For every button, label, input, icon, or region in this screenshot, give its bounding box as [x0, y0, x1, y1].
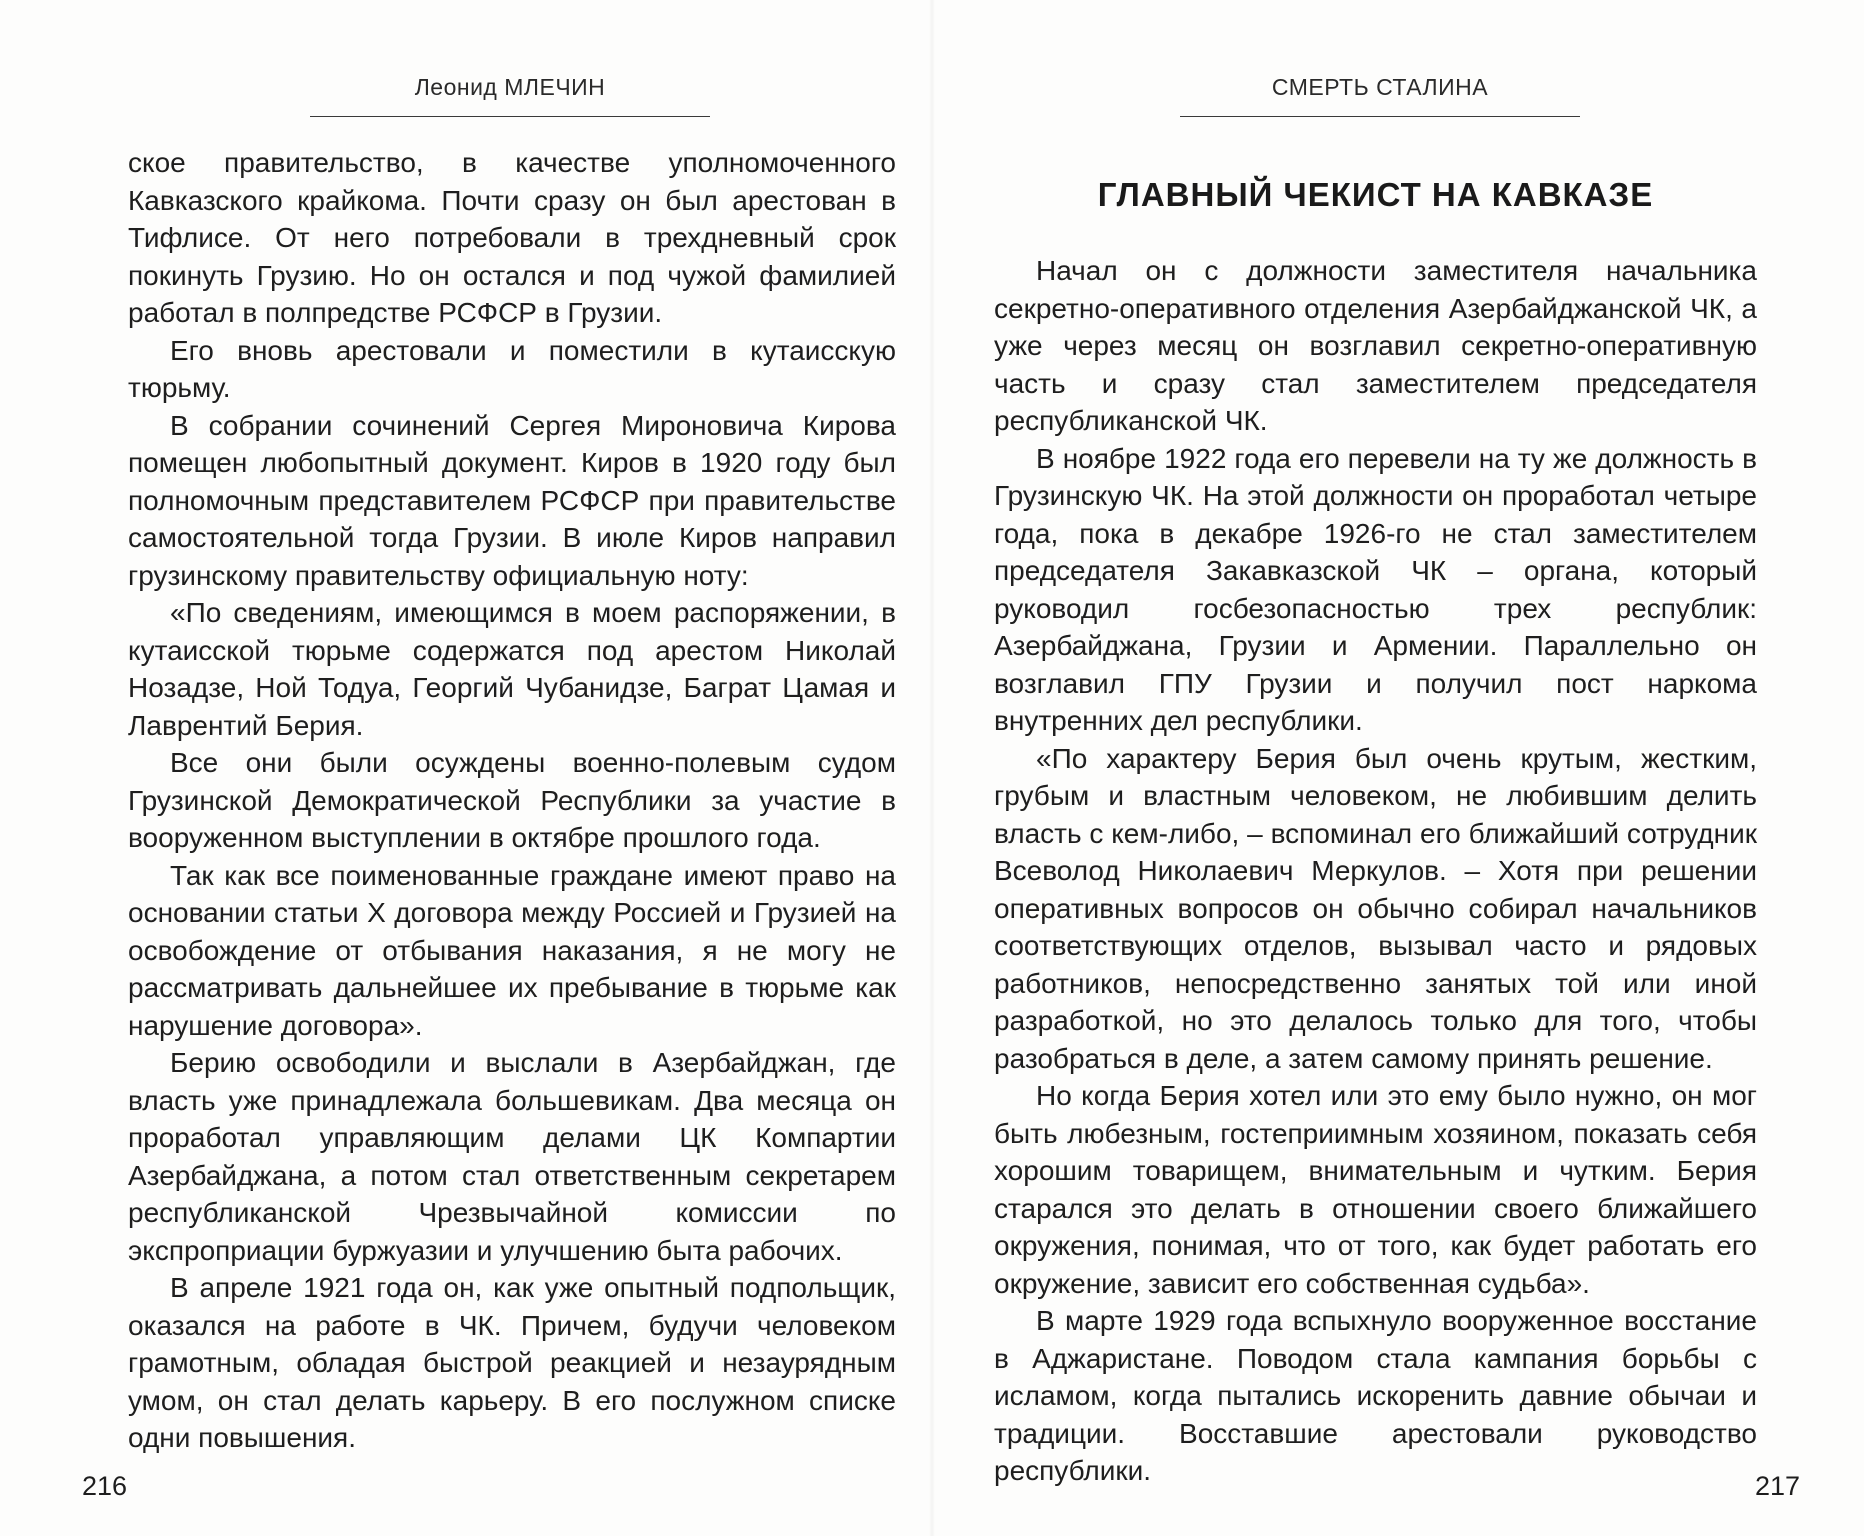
- page-number: 216: [82, 1471, 128, 1501]
- paragraph: Берию освободили и выслали в Азербайджан, где власть уже принадлежала большевикам. Два месяца он проработал управляющим делами ЦК Компартии Азербайджана, а потом стал ответственным секретарем республиканской Чрезвычайной комиссии по экспроприации буржуазии и улучшению быта рабочих.: [128, 1047, 896, 1266]
- paragraph: В собрании сочинений Сергея Мироновича Кирова помещен любопытный документ. Киров в 1920 году был полномочным представителем РСФСР при правительстве самостоятельной тогда Грузии. В июле Киров направил грузинскому правительству официальную ноту:: [128, 409, 896, 591]
- header-rule: [1180, 116, 1580, 117]
- paragraph: Так как все поименованные граждане имеют право на основании статьи X договора между Россией и Грузией на освобождение от отбывания наказания, я не могу не рассматривать дальнейшее их пребывание в тюрьме как нарушение договора».: [128, 859, 896, 1041]
- paragraph: В марте 1929 года вспыхнуло вооруженное восстание в Аджаристане. Поводом стала кампания борьбы с исламом, когда пытались искоренить давние обычаи и традиции. Восставшие арестовали руководство республики.: [994, 1305, 1757, 1486]
- paragraph: В апреле 1921 года он, как уже опытный подпольщик, оказался на работе в ЧК. Причем, будучи человеком грамотным, обладая быстрой реакцией и незаурядным умом, он стал делать карьеру. В его послужном списке одни повышения.: [128, 1272, 896, 1453]
- paragraph: В ноябре 1922 года его перевели на ту же должность в Грузинскую ЧК. На этой должности он проработал четыре года, пока в декабре 1926-го не стал заместителем председателя Закавказской ЧК – органа, который руководил госбезопасностью трех республик: Азербайджана, Грузии и Армении. Параллельно он возглавил ГПУ Грузии и получил пост наркома внутренних дел республики.: [994, 442, 1757, 736]
- right-body-text: [994, 252, 1757, 1490]
- paragraph: Его вновь арестовали и поместили в кутаисскую тюрьму.: [128, 334, 896, 403]
- page-number: 217: [1755, 1471, 1801, 1501]
- right-page: [932, 0, 1864, 1536]
- paragraph: «По сведениям, имеющимся в моем распоряжении, в кутаисской тюрьме содержатся под арестом Николай Нозадзе, Ной Тодуа, Георгий Чубанидзе, Баграт Цамая и Лаврентий Берия.: [128, 597, 896, 741]
- paragraph: «По характеру Берия был очень крутым, жестким, грубым и властным человеком, не любившим делить власть с кем-либо, – вспоминал его ближайший сотрудник Всеволод Николаевич Меркулов. – Хотя при решении оперативных вопросов он обычно собирал начальников соответствующих отделов, вызывал часто и рядовых работников, непосредственно занятых той или иной разработкой, но это делалось только для того, чтобы разобраться в деле, а затем самому принять решение.: [994, 742, 1757, 1074]
- left-body-text: [128, 144, 896, 1457]
- paragraph: Но когда Берия хотел или это ему было нужно, он мог быть любезным, гостеприимным хозяином, показать себя хорошим товарищем, внимательным и чутким. Берия старался это делать в отношении своего ближайшего окружения, понимая, что от того, как будет работать его окружение, зависит его собственная судьба».: [994, 1080, 1757, 1299]
- header-rule: [310, 116, 710, 117]
- running-head-author: Леонид МЛЕЧИН: [414, 74, 606, 100]
- paragraph: Начал он с должности заместителя начальника секретно-оперативного отделения Азербайджанской ЧК, а уже через месяц он возглавил секретно-оперативную часть и сразу стал заместителем председателя республиканской ЧК.: [994, 255, 1757, 436]
- chapter-title: ГЛАВНЫЙ ЧЕКИСТ НА КАВКАЗЕ: [1097, 176, 1654, 213]
- paragraph: Все они были осуждены военно-полевым судом Грузинской Демократической Республики за участие в вооруженном выступлении в октябре прошлого года.: [128, 747, 896, 853]
- running-head-book-title: СМЕРТЬ СТАЛИНА: [1271, 74, 1489, 100]
- paragraph: ское правительство, в качестве уполномоченного Кавказского крайкома. Почти сразу он был арестован в Тифлисе. От него потребовали в трехдневный срок покинуть Грузию. Но он остался и под чужой фамилией работал в полпредстве РСФСР в Грузии.: [128, 147, 896, 328]
